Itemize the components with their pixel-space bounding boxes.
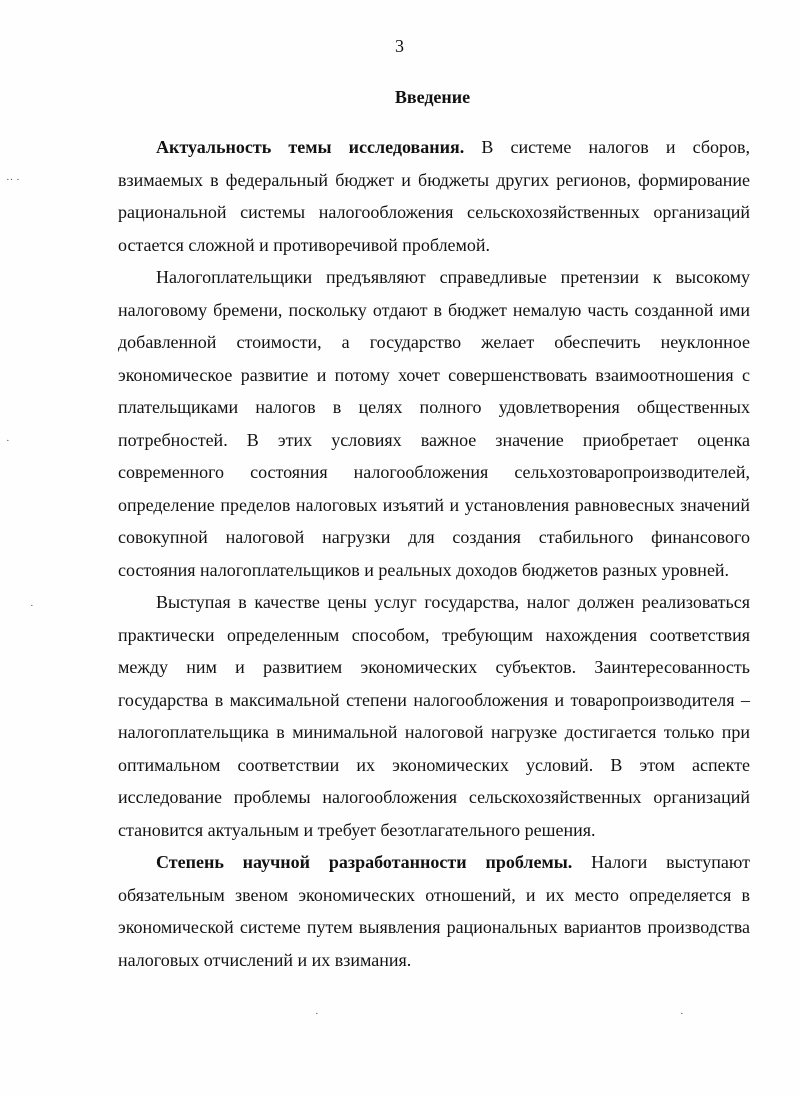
scan-speck: · [315, 1008, 319, 1020]
page-number: 3 [395, 36, 404, 56]
paragraph-text: Налоги выступают обязательным звеном экономических отношений, и их место определяется в экономической системе путем выявления рациональных вариантов производства налоговых отчислений и их взимания. [118, 852, 750, 970]
scan-speck: · [680, 1008, 684, 1020]
paragraph-tax-price [118, 586, 750, 846]
paragraph-lead: Степень научной разработанности проблемы. [156, 852, 573, 872]
paragraph-lead: Актуальность темы исследования. [156, 137, 465, 157]
paragraph-text: В системе налогов и сборов, взимаемых в федеральный бюджет и бюджеты других регионов, формирование рациональной системы налогообложения сельскохозяйственных организаций остается сложной и противоречивой проблемой. [118, 137, 750, 255]
paragraph-taxpayers [118, 261, 750, 586]
paragraph-development-degree [118, 846, 750, 976]
section-heading: Введение [394, 87, 471, 107]
scan-speck: ·· · [6, 174, 20, 186]
paragraph-relevance [118, 131, 750, 261]
scan-speck: · [30, 600, 34, 612]
paragraph-text: Налогоплательщики предъявляют справедливые претензии к высокому налоговому бремени, поскольку отдают в бюджет немалую часть созданной ими добавленной стоимости, а государство желает обеспечить неуклонное экономическое развитие и потому хочет совершенствовать взаимоотношения с плательщиками налогов в целях полного удовлетворения общественных потребностей. В этих условиях важное значение приобретает оценка современного состояния налогообложения сельхозтоваропроизводителей, определение пределов налоговых изъятий и установления равновесных значений совокупной налоговой нагрузки для создания стабильного финансового состояния налогоплательщиков и реальных доходов бюджетов разных уровней. [118, 267, 750, 580]
paragraph-text: Выступая в качестве цены услуг государства, налог должен реализоваться практически определенным способом, требующим нахождения соответствия между ним и развитием экономических субъектов. Заинтересованность государства в максимальной степени налогообложения и товаропроизводителя – налогоплательщика в минимальной налоговой нагрузке достигается только при оптимальном соответствии их экономических условий. В этом аспекте исследование проблемы налогообложения сельскохозяйственных организаций становится актуальным и требует безотлагательного решения. [118, 592, 750, 840]
body-text [118, 131, 750, 976]
scan-speck: · [6, 435, 10, 447]
